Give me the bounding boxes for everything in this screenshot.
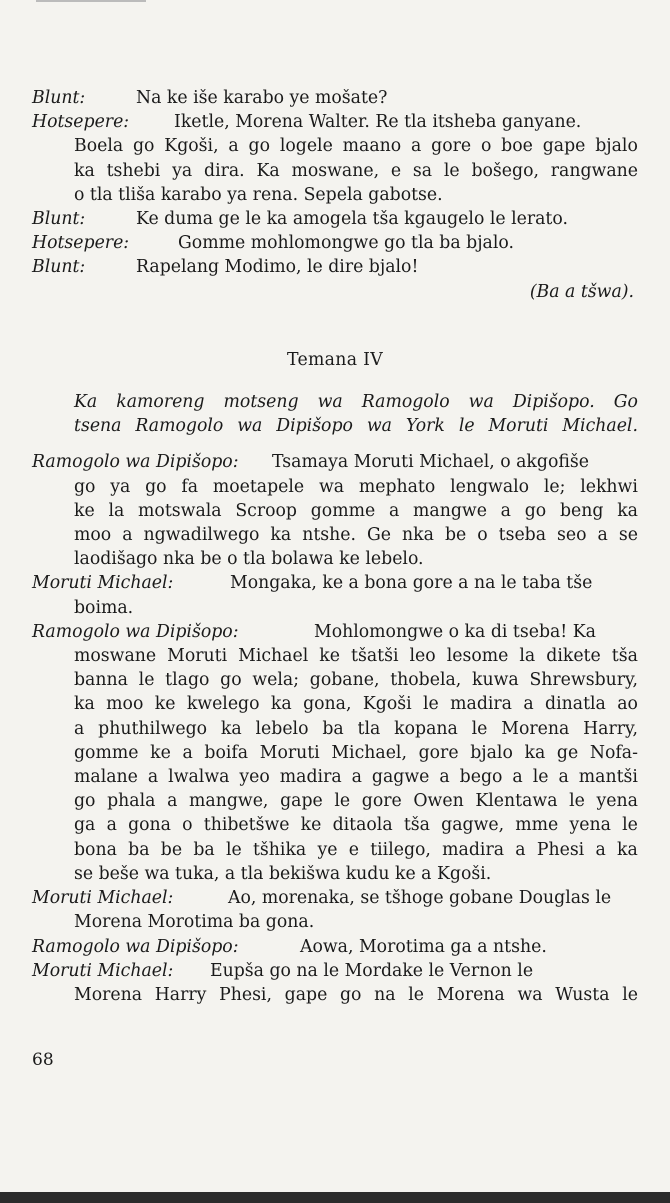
scene-direction-line: tsena Ramogolo wa Dipišopo wa York le Moruti Michael. (74, 416, 638, 437)
speaker-label: Blunt: (32, 257, 86, 278)
dialogue-line (32, 959, 638, 983)
speaker-label: Blunt: (32, 209, 86, 230)
scene-direction-line: Ka kamoreng motseng wa Ramogolo wa Dipišopo. Go (74, 392, 638, 413)
scene-direction (32, 390, 638, 438)
dialogue-line (32, 886, 638, 910)
dialogue-line (32, 86, 638, 110)
speaker-label: Hotsepere: (32, 112, 130, 133)
speech-text: Ke duma ge le ka amogela tša kgaugelo le lerato. (136, 209, 568, 230)
speech-continuation: boima. (74, 597, 134, 618)
speech-continuation: go ya go fa moetapele wa mephato lengwalo le; lekhwi (74, 476, 638, 497)
dialogue-line (32, 110, 638, 134)
speech-continuation: ke la motswala Scroop gomme a mangwe a go beng ka (74, 500, 638, 521)
speech-continuation: laodišago nka be o tla bolawa ke lebelo. (74, 549, 424, 570)
speech-continuation: moswane Moruti Michael ke tšatši leo lesome la dikete tša (74, 646, 638, 667)
speech-continuation: ka moo ke kwelego ka gona, Kgoši le madira a dinatla ao (74, 694, 638, 715)
speech-text: Aowa, Morotima ga a ntshe. (300, 936, 547, 957)
speaker-label: Ramogolo wa Dipišopo: (32, 452, 239, 473)
dialogue-line (32, 255, 638, 279)
dialogue-line (32, 620, 638, 644)
speech-text: Rapelang Modimo, le dire bjalo! (136, 257, 419, 278)
dialogue-line (32, 935, 638, 959)
speaker-label: Moruti Michael: (32, 960, 174, 981)
page-number: 68 (32, 1050, 54, 1070)
speech-continuation: bona ba be ba le tšhika ye e tiilego, madira a Phesi a ka (74, 839, 638, 860)
speech-continuation: banna le tlago go wela; gobane, thobela, kuwa Shrewsbury, (74, 670, 638, 691)
speaker-label: Moruti Michael: (32, 573, 174, 594)
speech-text: Na ke iše karabo ye mošate? (136, 88, 388, 108)
page-content (32, 86, 638, 1007)
speaker-label: Hotsepere: (32, 233, 130, 254)
top-edge-mark (36, 0, 146, 2)
speech-text: Mohlomongwe o ka di tseba! Ka (314, 621, 596, 642)
dialogue-line (32, 207, 638, 231)
speech-continuation: a phuthilwego ka lebelo ba tla kopana le Morena Harry, (74, 718, 638, 739)
speech-continuation: Boela go Kgoši, a go logele maano a gore o boe gape bjalo (74, 136, 638, 157)
speech-continuation: Morena Harry Phesi, gape go na le Morena wa Wusta le (74, 984, 638, 1005)
speech-text: Tsamaya Moruti Michael, o akgofiše (272, 452, 589, 473)
speech-continuation: se beše wa tuka, a tla bekišwa kudu ke a Kgoši. (74, 863, 492, 884)
speech-continuation: ka tshebi ya dira. Ka moswane, e sa le bošego, rangwane (74, 160, 638, 181)
speaker-label: Ramogolo wa Dipišopo: (32, 936, 239, 957)
dialogue-line (32, 450, 638, 474)
dialogue-line (32, 231, 638, 255)
speaker-label: Blunt: (32, 88, 86, 108)
speech-continuation: Morena Morotima ba gona. (74, 912, 315, 933)
speech-continuation: gomme ke a boifa Moruti Michael, gore bjalo ka ge Nofa- (74, 742, 638, 763)
section-heading: Temana IV (286, 349, 384, 370)
speech-continuation: go phala a mangwe, gape le gore Owen Klentawa le yena (74, 791, 638, 812)
speech-text: Eupša go na le Mordake le Vernon le (210, 960, 534, 981)
speech-continuation: o tla tliša karabo ya rena. Sepela gabotse. (74, 184, 443, 205)
speech-text: Gomme mohlomongwe go tla ba bjalo. (178, 233, 514, 254)
speaker-label: Moruti Michael: (32, 888, 174, 909)
speech-text: Iketle, Morena Walter. Re tla itsheba ganyane. (174, 112, 582, 133)
speech-continuation: ga a gona o thibetšwe ke ditaola tša gagwe, mme yena le (74, 815, 638, 836)
dialogue-line (32, 571, 638, 595)
scan-edge (0, 1192, 670, 1203)
speaker-label: Ramogolo wa Dipišopo: (32, 621, 239, 642)
speech-continuation: malane a lwalwa yeo madira a gagwe a bego a le a mantši (74, 767, 638, 788)
speech-continuation: moo a ngwadilwego ka ntshe. Ge nka be o tseba seo a se (74, 525, 638, 546)
exit-stage-direction: (Ba a tšwa). (529, 281, 634, 302)
speech-text: Ao, morenaka, se tšhoge gobane Douglas le (228, 888, 612, 909)
speech-text: Mongaka, ke a bona gore a na le taba tše (230, 573, 593, 594)
